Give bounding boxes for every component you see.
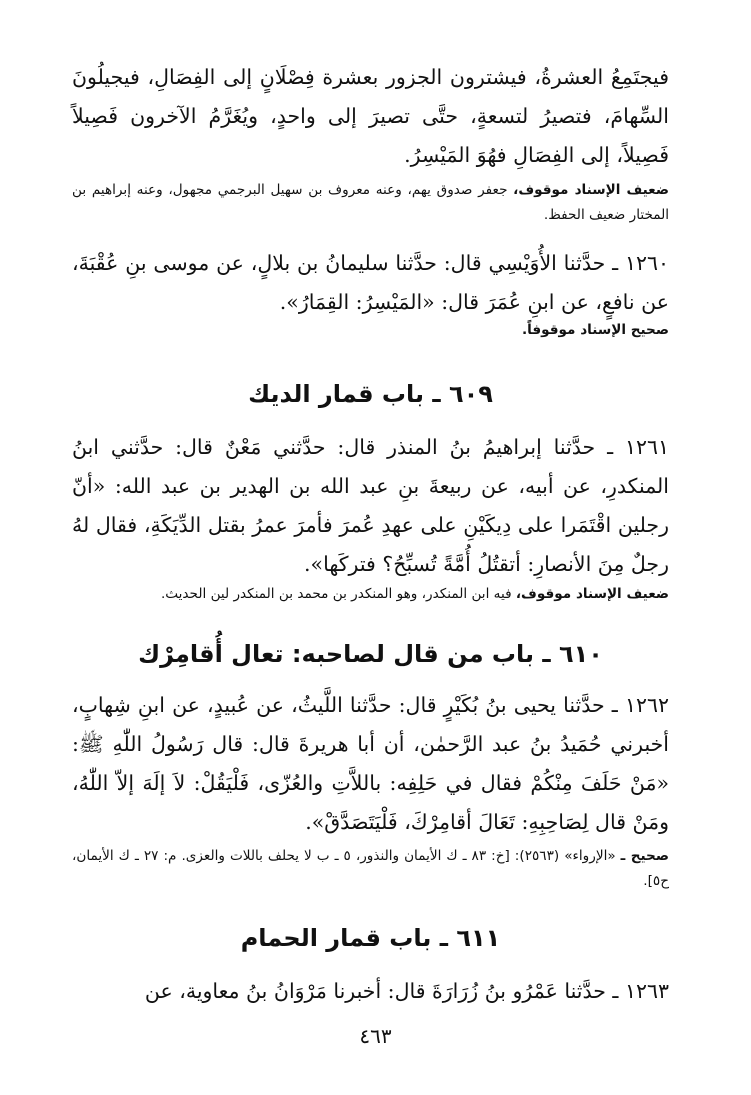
grading-note: [72, 844, 669, 894]
hadith-1260: ١٢٦٠ ـ حدَّثنا الأُوَيْسِي قال: حدَّثنا سليمانُ بن بلالٍ، عن موسى بنِ عُقْبَةَ، عن نافعٍ، عن ابنِ عُمَرَ قال: «المَيْسِرُ: القِمَارُ».: [72, 251, 669, 314]
text-paragraph: فيجتَمِعُ العشرةُ، فيشترون الجزور بعشرة فِصْلَانٍ إلى الفِصَالِ، فيجيلُونَ السِّهامَ، فتصيرُ لتسعةٍ، حتَّى تصيرَ إلى واحدٍ، ويُغَرَّمُ الآخرون فَصِيلاً فَصِيلاً، إلى الفِصَالِ فهُوَ المَيْسِرُ.: [72, 65, 669, 167]
hadith-1261: ١٢٦١ ـ حدَّثنا إبراهيمُ بنُ المنذر قال: حدَّثني مَعْنٌ قال: حدَّثني ابنُ المنكدرِ، عن أبيه، عن ربيعةَ بنِ عبد الله بن الهدير بن عبد الله: «أنّ رجلين اقْتَمَرا على دِيكَيْنِ على عهدِ عُمرَ فأمرَ عمرُ بقتل الدِّيَكَةِ، فقال لهُ رجلٌ مِنَ الأنصارِ: أتقتُلُ أُمَّةً تُسبِّحُ؟ فتركَها».: [72, 435, 669, 576]
hadith-1262: ١٢٦٢ ـ حدَّثنا يحيى بنُ بُكَيْرٍ قال: حدَّثنا اللَّيثُ، عن عُبيدٍ، عن ابنِ شِهابٍ، أخبرني حُمَيدُ بنُ عبد الرَّحمٰن، أن أبا هريرةَ قال: قال رَسُولُ اللّٰهِ ﷺ: «مَنْ حَلَفَ مِنْكُمْ فقال في حَلِفِه: باللاَّتِ والعُزّى، فَلْيَقُلْ: لاَ إلَهَ إلاّ اللّٰهُ، ومَنْ قال لِصَاحِبِهِ: تَعَالَ أقامِرْكَ، فَلْيَتَصَدَّقْ».: [72, 693, 669, 834]
grading-label: صحيح الإسناد موقوفاً.: [521, 322, 669, 338]
grading-label: صحيح ـ: [620, 848, 669, 864]
hadith-1263: ١٢٦٣ ـ حدَّثنا عَمْرُو بنُ زُرَارَةَ قال: أخبرنا مَرْوَانُ بنُ معاوية، عن: [144, 979, 669, 1003]
chapter-heading: ٦١١ ـ باب قمار الحمام: [240, 924, 501, 952]
chapter-heading: ٦١٠ ـ باب من قال لصاحبه: تعال أُقامِرْك: [138, 640, 603, 668]
grading-note: [72, 178, 669, 228]
grading-label: ضعيف الإسناد موقوف،: [515, 586, 669, 602]
grading-text: فيه ابن المنكدر، وهو المنكدر بن محمد بن المنكدر لين الحديث.: [160, 586, 516, 602]
grading-label: ضعيف الإسناد موقوف،: [513, 182, 669, 198]
page-number: ٤٦٣: [359, 1024, 392, 1048]
grading-text: «الإرواء» (٢٥٦٣): [خ: ٨٣ ـ ك الأيمان والنذور، ٥ ـ ب لا يحلف باللات والعزى. م: ٢٧ ـ ك الأيمان، ح٥].: [72, 848, 669, 889]
grading-text: جعفر صدوق يهم، وعنه معروف بن سهيل البرجمي مجهول، وعنه إبراهيم بن المختار ضعيف الحفظ.: [72, 182, 669, 223]
grading-note: [72, 318, 669, 343]
chapter-heading: ٦٠٩ ـ باب قمار الديك: [248, 380, 493, 408]
grading-note: [72, 582, 669, 607]
